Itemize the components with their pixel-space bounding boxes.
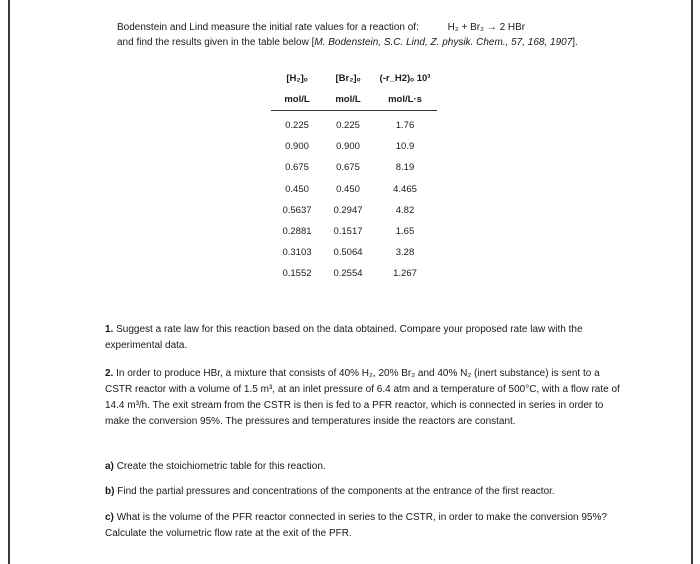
table-row <box>271 263 437 284</box>
question-2a <box>105 459 625 475</box>
table-units-row <box>271 88 437 111</box>
cell-br2: 0.5064 <box>333 247 363 259</box>
rate-data-table <box>271 68 437 285</box>
cell-rate: 1.267 <box>393 268 417 280</box>
table-row <box>271 136 437 157</box>
question-2a-text: Create the stoichiometric table for this reaction. <box>116 461 326 472</box>
question-2b-text: Find the partial pressures and concentrations of the components at the entrance of the first reactor. <box>117 486 555 497</box>
table-row <box>271 111 437 137</box>
question-2-text: In order to produce HBr, a mixture that consists of 40% H₂, 20% Br₂ and 40% N₂ (inert substance) is sent to a CSTR reactor with a volume of 1.5 m³, at an inlet pressure of 6.4 atm and a temperature of 500°C, with a flow rate of 14.4 m³/h. The exit stream from the CSTR is then is fed to a PFR reactor, which is connected in series in order to make the conversion 95%. The pressures and temperatures inside the reactors are constant. <box>105 368 620 427</box>
question-2-number: 2. <box>105 368 114 379</box>
header-h2: [H₂]ₒ <box>286 72 308 84</box>
cell-h2: 0.5637 <box>282 204 312 216</box>
cell-br2: 0.225 <box>336 120 360 132</box>
question-1-number: 1. <box>105 324 114 335</box>
cell-br2: 0.2554 <box>333 268 363 280</box>
question-2b <box>105 484 625 500</box>
question-2c-label: c) <box>105 512 114 523</box>
unit-rate: mol/L·s <box>373 88 437 111</box>
cell-rate: 10.9 <box>395 141 415 153</box>
page-right-edge <box>691 0 693 564</box>
unit-h2: mol/L <box>271 88 323 111</box>
unit-br2: mol/L <box>323 88 373 111</box>
cell-h2: 0.450 <box>285 183 309 195</box>
table-header-row <box>271 68 437 88</box>
cell-rate: 4.82 <box>395 204 415 216</box>
cell-rate: 1.65 <box>395 226 415 238</box>
table-row <box>271 179 437 200</box>
cell-br2: 0.450 <box>336 183 360 195</box>
question-2c-text: What is the volume of the PFR reactor connected in series to the CSTR, in order to make the conversion 95%? Calculate the volumetric flow rate at the exit of the PFR. <box>105 512 607 539</box>
intro-line-1: Bodenstein and Lind measure the initial rate values for a reaction of: <box>117 22 419 33</box>
question-2b-label: b) <box>105 486 115 497</box>
question-2 <box>105 366 625 430</box>
header-br2: [Br₂]ₒ <box>335 72 361 84</box>
cell-rate: 1.76 <box>395 120 415 132</box>
question-1 <box>105 322 625 354</box>
question-1-text: Suggest a rate law for this reaction based on the data obtained. Compare your proposed rate law with the experimental data. <box>105 324 583 351</box>
cell-h2: 0.1552 <box>282 268 312 280</box>
cell-h2: 0.900 <box>285 141 309 153</box>
cell-br2: 0.2947 <box>333 204 363 216</box>
page-left-edge <box>8 0 10 564</box>
intro-line-2-start: and find the results given in the table below [ <box>117 37 315 48</box>
intro-paragraph <box>117 20 587 50</box>
question-2a-label: a) <box>105 461 114 472</box>
header-rate: (-r_H2)ₒ 10³ <box>379 72 431 84</box>
cell-h2: 0.225 <box>285 120 309 132</box>
question-2c <box>105 510 625 542</box>
cell-h2: 0.3103 <box>282 247 312 259</box>
table-row <box>271 242 437 263</box>
reaction-equation: H₂ + Br₂ → 2 HBr <box>447 22 526 33</box>
cell-br2: 0.675 <box>336 162 360 174</box>
table-row <box>271 221 437 242</box>
table-row <box>271 200 437 221</box>
intro-line-2-end: ]. <box>572 37 578 48</box>
cell-h2: 0.2881 <box>282 226 312 238</box>
cell-br2: 0.900 <box>336 141 360 153</box>
cell-rate: 3.28 <box>395 247 415 259</box>
citation: M. Bodenstein, S.C. Lind, Z. physik. Chem., 57, 168, 1907 <box>314 37 573 48</box>
cell-br2: 0.1517 <box>333 226 363 238</box>
cell-rate: 4.465 <box>393 183 417 195</box>
cell-h2: 0.675 <box>285 162 309 174</box>
cell-rate: 8.19 <box>395 162 415 174</box>
table-row <box>271 157 437 178</box>
